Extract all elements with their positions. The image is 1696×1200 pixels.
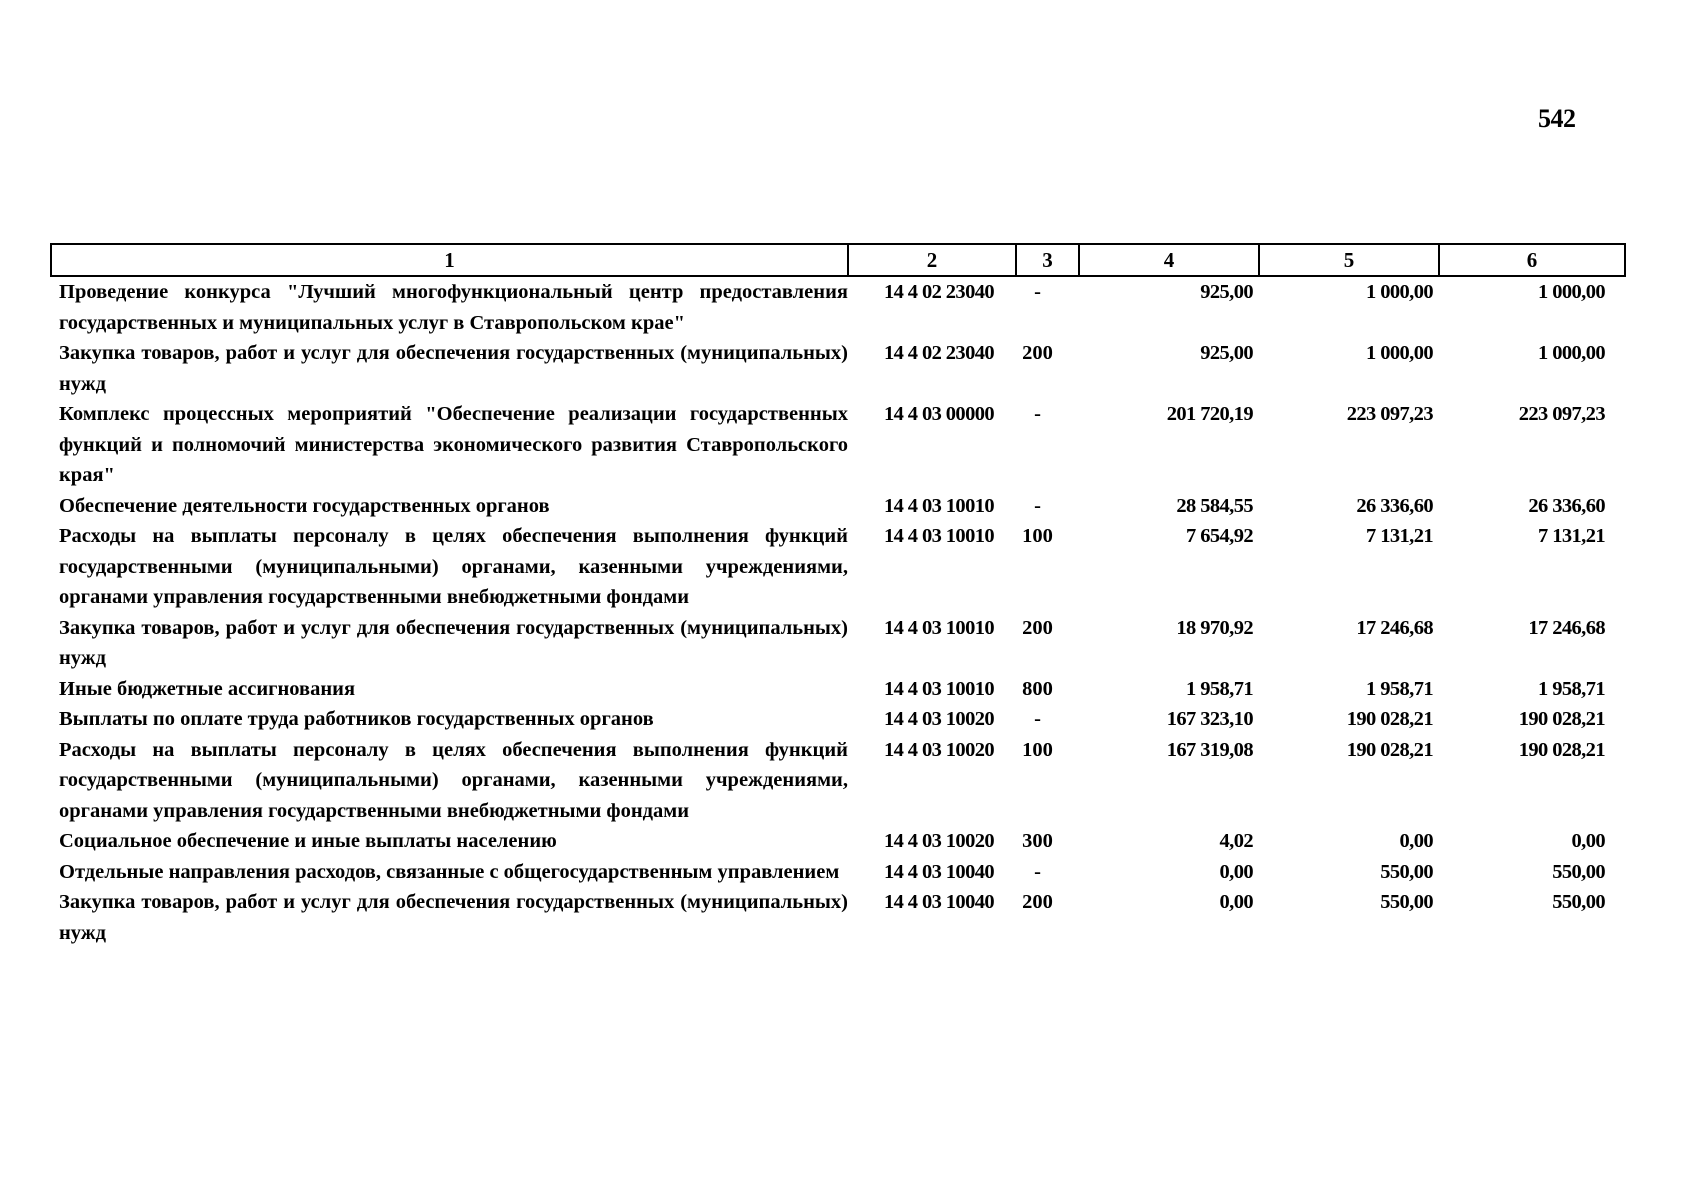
table-row — [51, 399, 1625, 491]
row-value-4: 167 323,10 — [1166, 708, 1253, 730]
column-header-3: 3 — [1016, 244, 1079, 276]
header-row — [51, 244, 1625, 276]
row-kind: 100 — [1022, 738, 1053, 761]
row-value-5: 190 028,21 — [1346, 738, 1433, 761]
row-code: 14 4 03 10040 — [883, 891, 995, 913]
table-row — [51, 887, 1625, 948]
row-kind: - — [1034, 708, 1041, 730]
table-row — [51, 857, 1625, 888]
table-row — [51, 491, 1625, 522]
row-name: Выплаты по оплате труда работников государственных органов — [59, 708, 654, 730]
row-code: 14 4 02 23040 — [883, 342, 995, 364]
row-value-5: 550,00 — [1380, 891, 1433, 913]
row-value-5: 26 336,60 — [1356, 494, 1433, 517]
row-value-4: 7 654,92 — [1186, 525, 1253, 547]
row-value-4: 28 584,55 — [1176, 494, 1253, 517]
row-kind: 200 — [1022, 891, 1053, 913]
row-value-4: 167 319,08 — [1166, 738, 1253, 761]
row-name: Комплекс процессных мероприятий "Обеспечение реализации государственных функций и полномочий министерства экономического развития Ставропольского края" — [59, 403, 848, 486]
column-header-1: 1 — [51, 244, 848, 276]
row-name: Социальное обеспечение и иные выплаты населению — [59, 830, 557, 852]
row-kind: 300 — [1022, 830, 1053, 852]
row-value-6: 223 097,23 — [1518, 403, 1605, 425]
row-kind: - — [1034, 403, 1041, 425]
row-code: 14 4 03 10010 — [883, 677, 995, 700]
page-number: 542 — [1538, 104, 1576, 133]
row-value-5: 1 000,00 — [1366, 342, 1433, 364]
row-value-5: 0,00 — [1399, 830, 1433, 852]
row-value-5: 550,00 — [1380, 860, 1433, 883]
row-value-6: 550,00 — [1552, 860, 1605, 883]
row-value-5: 190 028,21 — [1346, 708, 1433, 730]
row-value-6: 17 246,68 — [1528, 616, 1605, 639]
row-code: 14 4 03 10010 — [883, 494, 995, 517]
row-kind: 100 — [1022, 525, 1053, 547]
row-value-6: 26 336,60 — [1528, 494, 1605, 517]
row-value-5: 223 097,23 — [1346, 403, 1433, 425]
budget-table — [50, 243, 1626, 948]
column-header-2: 2 — [848, 244, 1016, 276]
row-code: 14 4 03 10020 — [883, 738, 995, 761]
row-code: 14 4 02 23040 — [883, 281, 995, 303]
row-name: Расходы на выплаты персоналу в целях обеспечения выполнения функций государственными (муниципальными) органами, казенными учреждениями, органами управления государственными внебюджетными фондами — [59, 525, 848, 608]
column-header-6: 6 — [1439, 244, 1625, 276]
row-value-6: 550,00 — [1552, 891, 1605, 913]
row-value-4: 925,00 — [1200, 342, 1253, 364]
table-body — [51, 276, 1625, 948]
table-row — [51, 276, 1625, 338]
row-value-4: 18 970,92 — [1176, 616, 1253, 639]
row-value-4: 1 958,71 — [1186, 677, 1253, 700]
row-code: 14 4 03 10020 — [883, 708, 995, 730]
row-kind: - — [1034, 860, 1041, 883]
row-kind: 200 — [1022, 342, 1053, 364]
row-value-4: 4,02 — [1219, 830, 1253, 852]
row-code: 14 4 03 10020 — [883, 830, 995, 852]
row-value-6: 190 028,21 — [1518, 708, 1605, 730]
row-value-4: 0,00 — [1219, 860, 1253, 883]
row-value-5: 1 000,00 — [1366, 281, 1433, 303]
row-name: Проведение конкурса "Лучший многофункциональный центр предоставления государственных и муниципальных услуг в Ставропольском крае" — [59, 281, 848, 334]
row-value-6: 1 000,00 — [1538, 342, 1605, 364]
row-code: 14 4 03 10010 — [883, 616, 995, 639]
row-name: Отдельные направления расходов, связанные с общегосударственным управлением — [59, 860, 840, 883]
row-value-5: 1 958,71 — [1366, 677, 1433, 700]
row-name: Иные бюджетные ассигнования — [59, 677, 356, 700]
row-kind: 800 — [1022, 677, 1053, 700]
row-name: Обеспечение деятельности государственных органов — [59, 494, 550, 517]
row-value-6: 1 000,00 — [1538, 281, 1605, 303]
row-name: Расходы на выплаты персоналу в целях обеспечения выполнения функций государственными (муниципальными) органами, казенными учреждениями, органами управления государственными внебюджетными фондами — [59, 738, 848, 822]
row-kind: 200 — [1022, 616, 1053, 639]
row-code: 14 4 03 10010 — [883, 525, 995, 547]
row-name: Закупка товаров, работ и услуг для обеспечения государственных (муниципальных) нужд — [59, 342, 848, 395]
row-value-4: 925,00 — [1200, 281, 1253, 303]
row-name: Закупка товаров, работ и услуг для обеспечения государственных (муниципальных) нужд — [59, 616, 848, 669]
row-code: 14 4 03 00000 — [883, 403, 995, 425]
table-row — [51, 613, 1625, 674]
row-value-4: 201 720,19 — [1166, 403, 1253, 425]
row-value-6: 190 028,21 — [1518, 738, 1605, 761]
row-value-6: 0,00 — [1571, 830, 1605, 852]
row-kind: - — [1034, 494, 1041, 517]
table-row — [51, 521, 1625, 613]
row-value-4: 0,00 — [1219, 891, 1253, 913]
table-row — [51, 674, 1625, 705]
row-value-6: 7 131,21 — [1538, 525, 1605, 547]
table-row — [51, 704, 1625, 735]
row-value-5: 7 131,21 — [1366, 525, 1433, 547]
column-header-4: 4 — [1079, 244, 1259, 276]
row-value-6: 1 958,71 — [1538, 677, 1605, 700]
row-kind: - — [1034, 281, 1041, 303]
table-header — [51, 244, 1625, 276]
table-row — [51, 338, 1625, 399]
row-value-5: 17 246,68 — [1356, 616, 1433, 639]
row-name: Закупка товаров, работ и услуг для обеспечения государственных (муниципальных) нужд — [59, 891, 848, 944]
table-row — [51, 826, 1625, 857]
row-code: 14 4 03 10040 — [883, 860, 995, 883]
table-row — [51, 735, 1625, 827]
column-header-5: 5 — [1259, 244, 1439, 276]
